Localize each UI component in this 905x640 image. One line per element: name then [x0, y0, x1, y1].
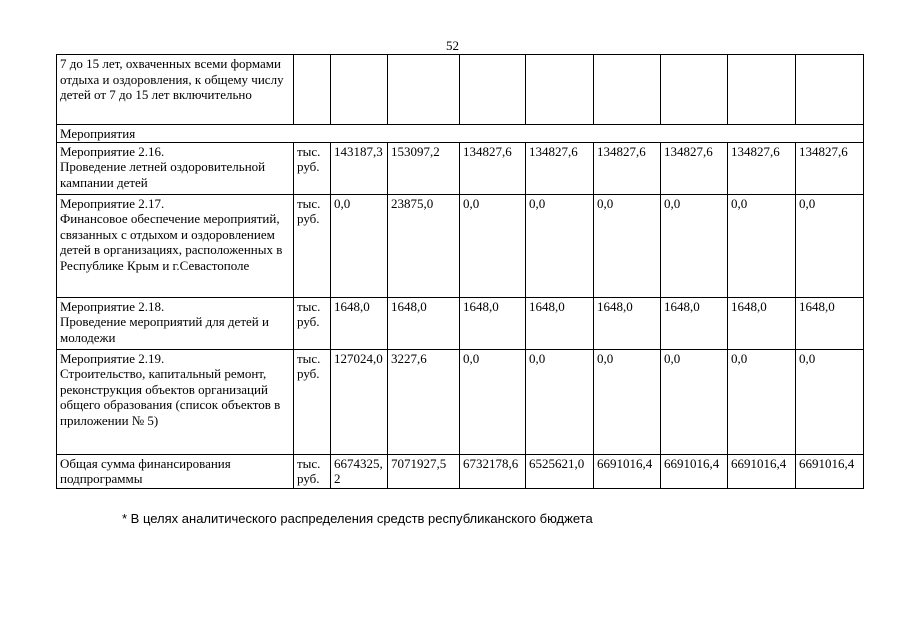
value-cell: 0,0 [661, 349, 728, 454]
value-cell: 6691016,4 [594, 454, 661, 488]
value-cell: 1648,0 [594, 297, 661, 349]
value-cell: 6732178,6 [460, 454, 526, 488]
table-row [57, 142, 864, 194]
value-cell: 0,0 [796, 349, 864, 454]
unit-cell: тыс. руб. [294, 349, 331, 454]
table-row [57, 194, 864, 297]
value-cell: 6691016,4 [661, 454, 728, 488]
value-cell: 0,0 [594, 194, 661, 297]
value-cell: 1648,0 [526, 297, 594, 349]
table-row [57, 349, 864, 454]
value-cell: 6691016,4 [796, 454, 864, 488]
indicator-label: 7 до 15 лет, охваченных всеми формами отдыха и оздоровления, к общему числу детей от 7 до 15 лет включительно [57, 55, 294, 125]
value-cell: 134827,6 [526, 142, 594, 194]
value-cell: 0,0 [594, 349, 661, 454]
value-cell: 0,0 [460, 349, 526, 454]
value-cell: 0,0 [526, 349, 594, 454]
section-header-row [57, 125, 864, 143]
value-cell: 7071927,5 [388, 454, 460, 488]
value-cell: 1648,0 [388, 297, 460, 349]
measure-name: Мероприятие 2.17. Финансовое обеспечение мероприятий, связанных с отдыхом и оздоровлением детей в организациях, расположенных в Республике Крым и г.Севастополе [57, 194, 294, 297]
unit-cell: тыс. руб. [294, 142, 331, 194]
value-cell: 134827,6 [661, 142, 728, 194]
table-row-total [57, 454, 864, 488]
value-cell: 0,0 [728, 194, 796, 297]
value-cell: 23875,0 [388, 194, 460, 297]
value-cell: 143187,3 [331, 142, 388, 194]
value-cell: 1648,0 [661, 297, 728, 349]
value-cell: 1648,0 [331, 297, 388, 349]
value-cell: 6691016,4 [728, 454, 796, 488]
total-label: Общая сумма финансирования подпрограммы [57, 454, 294, 488]
value-cell: 134827,6 [594, 142, 661, 194]
page-number: 52 [446, 38, 459, 53]
measure-name: Мероприятие 2.19. Строительство, капитальный ремонт, реконструкция объектов организаций общего образования (список объектов в приложении № 5) [57, 349, 294, 454]
value-cell: 0,0 [728, 349, 796, 454]
value-cell: 1648,0 [728, 297, 796, 349]
value-cell: 127024,0 [331, 349, 388, 454]
measure-name: Мероприятие 2.18. Проведение мероприятий для детей и молодежи [57, 297, 294, 349]
measure-name: Мероприятие 2.16. Проведение летней оздоровительной кампании детей [57, 142, 294, 194]
footnote: * В целях аналитического распределения средств республиканского бюджета [122, 511, 593, 526]
section-header: Мероприятия [57, 125, 864, 143]
unit-cell: тыс. руб. [294, 297, 331, 349]
table-row [57, 297, 864, 349]
value-cell: 0,0 [331, 194, 388, 297]
value-cell: 6525621,0 [526, 454, 594, 488]
value-cell: 0,0 [796, 194, 864, 297]
value-cell: 134827,6 [460, 142, 526, 194]
value-cell: 0,0 [661, 194, 728, 297]
value-cell: 6674325,2 [331, 454, 388, 488]
value-cell: 153097,2 [388, 142, 460, 194]
financing-table [56, 54, 864, 489]
value-cell: 134827,6 [796, 142, 864, 194]
value-cell: 3227,6 [388, 349, 460, 454]
value-cell: 0,0 [526, 194, 594, 297]
unit-cell: тыс. руб. [294, 454, 331, 488]
value-cell: 1648,0 [796, 297, 864, 349]
unit-cell: тыс. руб. [294, 194, 331, 297]
value-cell: 0,0 [460, 194, 526, 297]
table-row-continuation [57, 55, 864, 125]
value-cell: 1648,0 [460, 297, 526, 349]
value-cell: 134827,6 [728, 142, 796, 194]
